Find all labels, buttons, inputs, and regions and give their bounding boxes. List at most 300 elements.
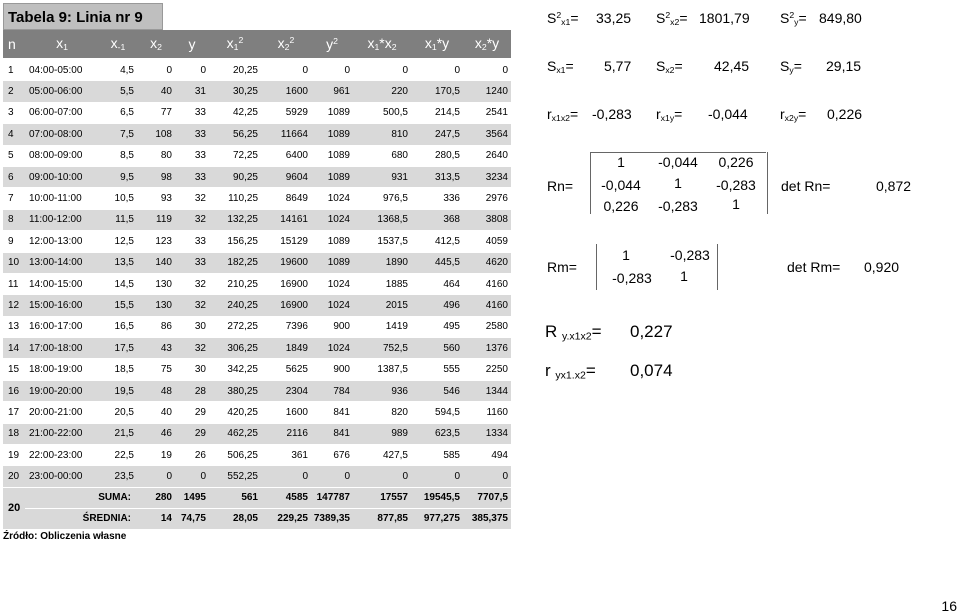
table-cell: 31 — [175, 81, 209, 102]
sy-label: $S_y=$ — [780, 58, 802, 76]
table-cell: 15 — [3, 359, 25, 380]
header-x1: $x_1$ — [25, 30, 99, 59]
table-cell: 19 — [137, 445, 175, 466]
table-cell: 3 — [3, 102, 25, 123]
srednia-label: ŚREDNIA: — [25, 508, 137, 529]
table-cell: 18 — [3, 423, 25, 444]
srednia-value: 74,75 — [175, 508, 209, 529]
table-cell: 841 — [311, 423, 353, 444]
table-cell: 0 — [311, 466, 353, 487]
table-cell: 936 — [353, 380, 411, 401]
table-cell: 23,5 — [99, 466, 137, 487]
table-row — [3, 252, 511, 273]
suma-value: 17557 — [353, 487, 411, 508]
table-cell: 1240 — [463, 81, 511, 102]
table-cell: 0 — [261, 59, 311, 81]
suma-value: 1495 — [175, 487, 209, 508]
table-cell: 676 — [311, 445, 353, 466]
table-cell: 20,5 — [99, 402, 137, 423]
header-x2y: $x_2*y$ — [463, 30, 511, 59]
table-cell: 2250 — [463, 359, 511, 380]
sx1-label: $S_{x1}=$ — [547, 58, 574, 76]
srednia-value: 7389,35 — [311, 508, 353, 529]
table-cell: 11:00-12:00 — [25, 209, 99, 230]
header-ysq: $y^2$ — [311, 30, 353, 59]
table-cell: 6400 — [261, 145, 311, 166]
table-cell: 1089 — [311, 166, 353, 187]
table-cell: 1344 — [463, 380, 511, 401]
header-x1y: $x_1*y$ — [411, 30, 463, 59]
table-cell: 680 — [353, 145, 411, 166]
table-cell: 1160 — [463, 402, 511, 423]
table-cell: 4,5 — [99, 59, 137, 81]
table-cell: 8 — [3, 209, 25, 230]
table-cell: 820 — [353, 402, 411, 423]
table-cell: 1089 — [311, 145, 353, 166]
table-cell: 130 — [137, 295, 175, 316]
table-cell: 220 — [353, 81, 411, 102]
table-cell: 784 — [311, 380, 353, 401]
header-x-1: $x_{-1}$ — [99, 30, 137, 59]
table-cell: 0 — [463, 59, 511, 81]
rm-cell: 1 — [622, 247, 630, 263]
header-n: n — [3, 30, 25, 59]
table-cell: 19,5 — [99, 380, 137, 401]
table-cell: 1368,5 — [353, 209, 411, 230]
table-cell: 989 — [353, 423, 411, 444]
table-cell: 412,5 — [411, 231, 463, 252]
srednia-value: 977,275 — [411, 508, 463, 529]
table-cell: 46 — [137, 423, 175, 444]
table-cell: 75 — [137, 359, 175, 380]
srednia-row — [3, 508, 511, 529]
table-cell: 210,25 — [209, 273, 261, 294]
table-cell: 1890 — [353, 252, 411, 273]
table-cell: 336 — [411, 188, 463, 209]
table-cell: 1024 — [311, 338, 353, 359]
table-cell: 12,5 — [99, 231, 137, 252]
table-cell: 420,25 — [209, 402, 261, 423]
table-cell: 1024 — [311, 209, 353, 230]
table-cell: 2976 — [463, 188, 511, 209]
det-rm-value: 0,920 — [864, 259, 900, 275]
table-cell: 22:00-23:00 — [25, 445, 99, 466]
table-cell: 900 — [311, 359, 353, 380]
table-row — [3, 231, 511, 252]
table-cell: 33 — [175, 124, 209, 145]
table-cell: 86 — [137, 316, 175, 337]
table-row — [3, 316, 511, 337]
table-cell: 06:00-07:00 — [25, 102, 99, 123]
table-cell: 14161 — [261, 209, 311, 230]
table-cell: 495 — [411, 316, 463, 337]
table-cell: 900 — [311, 316, 353, 337]
suma-value: 19545,5 — [411, 487, 463, 508]
sx1-value: 5,77 — [604, 58, 632, 74]
rn-cell: -0,044 — [658, 154, 698, 170]
table-cell: 380,25 — [209, 380, 261, 401]
table-cell: 4059 — [463, 231, 511, 252]
table-cell: 14:00-15:00 — [25, 273, 99, 294]
table-cell: 1089 — [311, 252, 353, 273]
suma-value: 280 — [137, 487, 175, 508]
table-cell: 30 — [175, 359, 209, 380]
suma-value: 4585 — [261, 487, 311, 508]
table-cell: 5929 — [261, 102, 311, 123]
table-cell: 16900 — [261, 295, 311, 316]
data-table — [3, 30, 511, 530]
table-cell: 16:00-17:00 — [25, 316, 99, 337]
table-cell: 0 — [353, 59, 411, 81]
table-cell: 0 — [261, 466, 311, 487]
table-cell: 961 — [311, 81, 353, 102]
srednia-value: 385,375 — [463, 508, 511, 529]
table-cell: 552,25 — [209, 466, 261, 487]
table-cell: 05:00-06:00 — [25, 81, 99, 102]
header-x1x2: $x_1*x_2$ — [353, 30, 411, 59]
table-cell: 1089 — [311, 231, 353, 252]
table-cell: 40 — [137, 402, 175, 423]
table-cell: 30,25 — [209, 81, 261, 102]
table-cell: 1024 — [311, 273, 353, 294]
table-cell: 14 — [3, 338, 25, 359]
table-cell: 20 — [3, 466, 25, 487]
table-cell: 361 — [261, 445, 311, 466]
table-cell: 623,5 — [411, 423, 463, 444]
left-panel — [3, 3, 511, 542]
table-cell: 4160 — [463, 273, 511, 294]
table-cell: 9 — [3, 231, 25, 252]
table-cell: 93 — [137, 188, 175, 209]
table-cell: 1089 — [311, 124, 353, 145]
table-cell: 1024 — [311, 295, 353, 316]
table-cell: 1419 — [353, 316, 411, 337]
table-cell: 16,5 — [99, 316, 137, 337]
table-cell: 1024 — [311, 188, 353, 209]
table-cell: 560 — [411, 338, 463, 359]
table-cell: 72,25 — [209, 145, 261, 166]
table-row — [3, 188, 511, 209]
table-cell: 33 — [175, 231, 209, 252]
table-cell: 156,25 — [209, 231, 261, 252]
table-cell: 2015 — [353, 295, 411, 316]
footer-n: 20 — [3, 487, 25, 529]
table-cell: 8,5 — [99, 145, 137, 166]
table-cell: 0 — [463, 466, 511, 487]
s2x1-label: $S^2_{x1}=$ — [547, 10, 579, 28]
table-cell: 0 — [137, 466, 175, 487]
table-row — [3, 423, 511, 444]
table-row — [3, 209, 511, 230]
table-cell: 462,25 — [209, 423, 261, 444]
table-row — [3, 295, 511, 316]
table-cell: 10,5 — [99, 188, 137, 209]
det-rn-label: det Rn= — [781, 178, 831, 194]
table-cell: 16900 — [261, 273, 311, 294]
table-cell: 4620 — [463, 252, 511, 273]
s2x2-label: $S^2_{x2}=$ — [656, 10, 688, 28]
table-cell: 464 — [411, 273, 463, 294]
table-cell: 500,5 — [353, 102, 411, 123]
table-cell: 19:00-20:00 — [25, 380, 99, 401]
table-cell: 11,5 — [99, 209, 137, 230]
rx1y-label: $r_{x1y}=$ — [656, 106, 683, 124]
table-cell: 19 — [3, 445, 25, 466]
table-cell: 1 — [3, 59, 25, 81]
table-cell: 33 — [175, 252, 209, 273]
table-row — [3, 273, 511, 294]
table-cell: 0 — [137, 59, 175, 81]
rn-cell: -0,044 — [601, 177, 641, 193]
table-cell: 29 — [175, 423, 209, 444]
table-cell: 9,5 — [99, 166, 137, 187]
table-cell: 17,5 — [99, 338, 137, 359]
rm-cell: -0,283 — [670, 247, 710, 263]
table-cell: 21:00-22:00 — [25, 423, 99, 444]
table-cell: 30 — [175, 316, 209, 337]
r-partial-label: r $_{yx1.x2}$= — [545, 361, 596, 382]
table-cell: 110,25 — [209, 188, 261, 209]
table-cell: 22,5 — [99, 445, 137, 466]
rn-cell: -0,283 — [716, 177, 756, 193]
table-row — [3, 81, 511, 102]
table-cell: 445,5 — [411, 252, 463, 273]
sy-value: 29,15 — [826, 58, 862, 74]
s2x2-value: 1801,79 — [699, 10, 750, 26]
table-cell: 3234 — [463, 166, 511, 187]
table-cell: 2304 — [261, 380, 311, 401]
table-row — [3, 402, 511, 423]
rx1x2-label: $r_{x1x2}=$ — [547, 106, 579, 124]
table-cell: 15,5 — [99, 295, 137, 316]
table-row — [3, 445, 511, 466]
det-rm-label: det Rm= — [787, 259, 841, 275]
table-cell: 368 — [411, 209, 463, 230]
rn-cell: 0,226 — [603, 198, 639, 214]
table-row — [3, 359, 511, 380]
header-x1sq: $x_1^2$ — [209, 30, 261, 59]
table-cell: 240,25 — [209, 295, 261, 316]
table-cell: 29 — [175, 402, 209, 423]
table-cell: 2116 — [261, 423, 311, 444]
table-cell: 2640 — [463, 145, 511, 166]
table-row — [3, 124, 511, 145]
table-cell: 2541 — [463, 102, 511, 123]
source-note: Źródło: Obliczenia własne — [3, 530, 127, 542]
table-cell: 7 — [3, 188, 25, 209]
table-cell: 247,5 — [411, 124, 463, 145]
table-cell: 13,5 — [99, 252, 137, 273]
table-cell: 21,5 — [99, 423, 137, 444]
suma-value: 147787 — [311, 487, 353, 508]
table-cell: 1537,5 — [353, 231, 411, 252]
table-cell: 1600 — [261, 402, 311, 423]
rx1x2-value: -0,283 — [592, 106, 632, 122]
table-cell: 10:00-11:00 — [25, 188, 99, 209]
table-cell: 14,5 — [99, 273, 137, 294]
table-cell: 0 — [175, 59, 209, 81]
srednia-value: 877,85 — [353, 508, 411, 529]
table-cell: 280,5 — [411, 145, 463, 166]
table-cell: 6 — [3, 166, 25, 187]
table-cell: 5 — [3, 145, 25, 166]
table-cell: 0 — [411, 59, 463, 81]
table-cell: 546 — [411, 380, 463, 401]
table-cell: 18:00-19:00 — [25, 359, 99, 380]
table-cell: 33 — [175, 166, 209, 187]
table-cell: 170,5 — [411, 81, 463, 102]
table-cell: 6,5 — [99, 102, 137, 123]
table-cell: 594,5 — [411, 402, 463, 423]
r-partial-value: 0,074 — [630, 361, 673, 380]
table-cell: 4160 — [463, 295, 511, 316]
table-cell: 108 — [137, 124, 175, 145]
table-row — [3, 338, 511, 359]
table-cell: 98 — [137, 166, 175, 187]
det-rn-value: 0,872 — [876, 178, 912, 194]
table-cell: 4 — [3, 124, 25, 145]
table-cell: 20:00-21:00 — [25, 402, 99, 423]
rx1y-value: -0,044 — [708, 106, 748, 122]
table-cell: 5625 — [261, 359, 311, 380]
table-cell: 56,25 — [209, 124, 261, 145]
header-x2: $x_2$ — [137, 30, 175, 59]
table-cell: 976,5 — [353, 188, 411, 209]
table-cell: 26 — [175, 445, 209, 466]
srednia-value: 28,05 — [209, 508, 261, 529]
srednia-value: 14 — [137, 508, 175, 529]
table-cell: 90,25 — [209, 166, 261, 187]
table-cell: 1885 — [353, 273, 411, 294]
table-cell: 119 — [137, 209, 175, 230]
rn-label: Rn= — [547, 178, 574, 194]
table-body — [3, 59, 511, 487]
table-row — [3, 59, 511, 81]
table-cell: 32 — [175, 338, 209, 359]
table-cell: 80 — [137, 145, 175, 166]
rn-cell: 0,226 — [718, 154, 754, 170]
table-cell: 48 — [137, 380, 175, 401]
table-cell: 32 — [175, 295, 209, 316]
suma-label: SUMA: — [25, 487, 137, 508]
rn-cell: 1 — [732, 196, 740, 212]
table-cell: 7396 — [261, 316, 311, 337]
table-cell: 15:00-16:00 — [25, 295, 99, 316]
table-cell: 585 — [411, 445, 463, 466]
table-header-row — [3, 30, 511, 59]
table-cell: 28 — [175, 380, 209, 401]
table-cell: 342,25 — [209, 359, 261, 380]
table-cell: 09:00-10:00 — [25, 166, 99, 187]
table-cell: 20,25 — [209, 59, 261, 81]
table-cell: 1849 — [261, 338, 311, 359]
rx2y-label: $r_{x2y}=$ — [780, 106, 807, 124]
table-cell: 3808 — [463, 209, 511, 230]
table-cell: 18,5 — [99, 359, 137, 380]
table-cell: 0 — [411, 466, 463, 487]
sx2-label: $S_{x2}=$ — [656, 58, 683, 76]
table-cell: 931 — [353, 166, 411, 187]
rn-cell: 1 — [674, 175, 682, 191]
table-cell: 33 — [175, 145, 209, 166]
sx2-value: 42,45 — [714, 58, 750, 74]
table-cell: 3564 — [463, 124, 511, 145]
header-y: y — [175, 30, 209, 59]
table-cell: 0 — [175, 466, 209, 487]
table-cell: 1600 — [261, 81, 311, 102]
table-cell: 214,5 — [411, 102, 463, 123]
table-cell: 130 — [137, 273, 175, 294]
rm-cell: 1 — [680, 268, 688, 284]
ry-label: R $_{y.x1x2}$= — [545, 322, 602, 343]
rn-cell: -0,283 — [658, 198, 698, 214]
page-number: 16 — [941, 598, 957, 614]
srednia-value: 229,25 — [261, 508, 311, 529]
table-cell: 9604 — [261, 166, 311, 187]
table-cell: 13 — [3, 316, 25, 337]
table-cell: 17 — [3, 402, 25, 423]
rm-cell: -0,283 — [612, 270, 652, 286]
table-cell: 132,25 — [209, 209, 261, 230]
table-cell: 123 — [137, 231, 175, 252]
table-cell: 33 — [175, 102, 209, 123]
table-cell: 19600 — [261, 252, 311, 273]
table-cell: 5,5 — [99, 81, 137, 102]
table-cell: 2580 — [463, 316, 511, 337]
table-cell: 15129 — [261, 231, 311, 252]
table-caption: Tabela 9: Linia nr 9 — [3, 3, 163, 30]
table-row — [3, 166, 511, 187]
table-cell: 841 — [311, 402, 353, 423]
header-x2sq: $x_2^2$ — [261, 30, 311, 59]
table-cell: 272,25 — [209, 316, 261, 337]
table-cell: 12:00-13:00 — [25, 231, 99, 252]
table-cell: 32 — [175, 273, 209, 294]
table-cell: 08:00-09:00 — [25, 145, 99, 166]
rn-cell: 1 — [617, 154, 625, 170]
s2y-value: 849,80 — [819, 10, 862, 26]
table-cell: 43 — [137, 338, 175, 359]
table-row — [3, 380, 511, 401]
table-cell: 427,5 — [353, 445, 411, 466]
suma-row — [3, 487, 511, 508]
table-cell: 555 — [411, 359, 463, 380]
suma-value: 561 — [209, 487, 261, 508]
table-row — [3, 145, 511, 166]
table-cell: 04:00-05:00 — [25, 59, 99, 81]
table-cell: 17:00-18:00 — [25, 338, 99, 359]
table-cell: 306,25 — [209, 338, 261, 359]
table-cell: 313,5 — [411, 166, 463, 187]
suma-value: 7707,5 — [463, 487, 511, 508]
ry-value: 0,227 — [630, 322, 673, 341]
table-cell: 1387,5 — [353, 359, 411, 380]
table-cell: 1089 — [311, 102, 353, 123]
rx2y-value: 0,226 — [827, 106, 863, 122]
table-cell: 10 — [3, 252, 25, 273]
table-cell: 506,25 — [209, 445, 261, 466]
table-cell: 1376 — [463, 338, 511, 359]
table-cell: 12 — [3, 295, 25, 316]
table-cell: 11664 — [261, 124, 311, 145]
table-cell: 182,25 — [209, 252, 261, 273]
table-cell: 32 — [175, 209, 209, 230]
table-cell: 11 — [3, 273, 25, 294]
s2x1-value: 33,25 — [596, 10, 632, 26]
table-cell: 1334 — [463, 423, 511, 444]
table-cell: 0 — [353, 466, 411, 487]
table-cell: 8649 — [261, 188, 311, 209]
